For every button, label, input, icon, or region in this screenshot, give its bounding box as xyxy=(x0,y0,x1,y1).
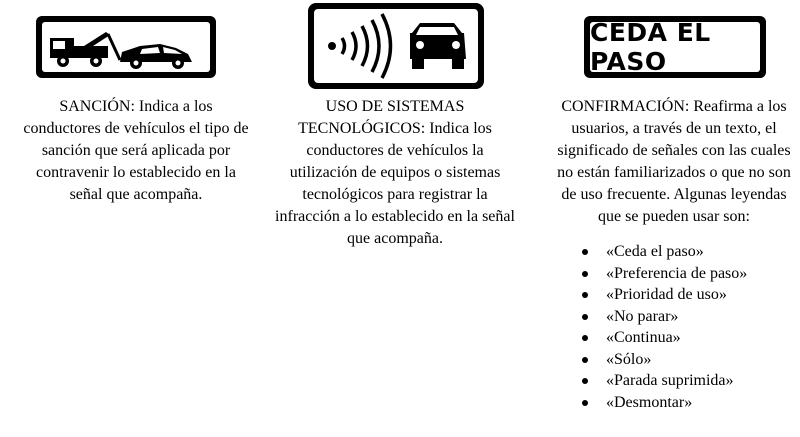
legend-list xyxy=(560,241,800,413)
bullet-icon xyxy=(582,271,588,277)
list-item: «Sólo» xyxy=(560,349,800,371)
list-item: «Continua» xyxy=(560,327,800,349)
bullet-icon xyxy=(582,292,588,298)
list-item: «No parar» xyxy=(560,306,800,328)
technology-description: USO DE SISTEMAS TECNOLÓGICOS: Indica los conductores de vehículos la utilización de equipos o sistemas tecnológicos para registrar la infracción a lo establecido en la señal que acompaña. xyxy=(275,98,515,247)
list-item: «Desmontar» xyxy=(560,392,800,414)
radar-car-icon xyxy=(308,3,484,89)
list-item: «Parada suprimida» xyxy=(560,370,800,392)
ceda-el-paso-sign xyxy=(584,16,766,78)
bullet-icon xyxy=(582,249,588,255)
sanction-description: SANCIÓN: Indica a los conductores de vehículos el tipo de sanción que será aplicada por contravenir lo establecido en la señal que acompaña. xyxy=(23,98,249,203)
list-item: «Preferencia de paso» xyxy=(560,263,800,285)
bullet-icon xyxy=(582,314,588,320)
sanction-sign xyxy=(36,16,216,78)
list-item: «Prioridad de uso» xyxy=(560,284,800,306)
confirmation-description: CONFIRMACIÓN: Reafirma a los usuarios, a través de un texto, el significado de señales con las cuales no están familiarizados o que no son de uso frecuente. Algunas leyendas que se pueden usar son: xyxy=(557,98,791,225)
list-item: «Ceda el paso» xyxy=(560,241,800,263)
bullet-icon xyxy=(582,357,588,363)
ceda-el-paso-sign-text: CEDA EL PASO xyxy=(590,18,711,76)
bullet-icon xyxy=(582,378,588,384)
tow-truck-car-icon xyxy=(36,16,216,78)
technology-sign xyxy=(308,3,484,89)
bullet-icon xyxy=(582,400,588,406)
bullet-icon xyxy=(582,335,588,341)
